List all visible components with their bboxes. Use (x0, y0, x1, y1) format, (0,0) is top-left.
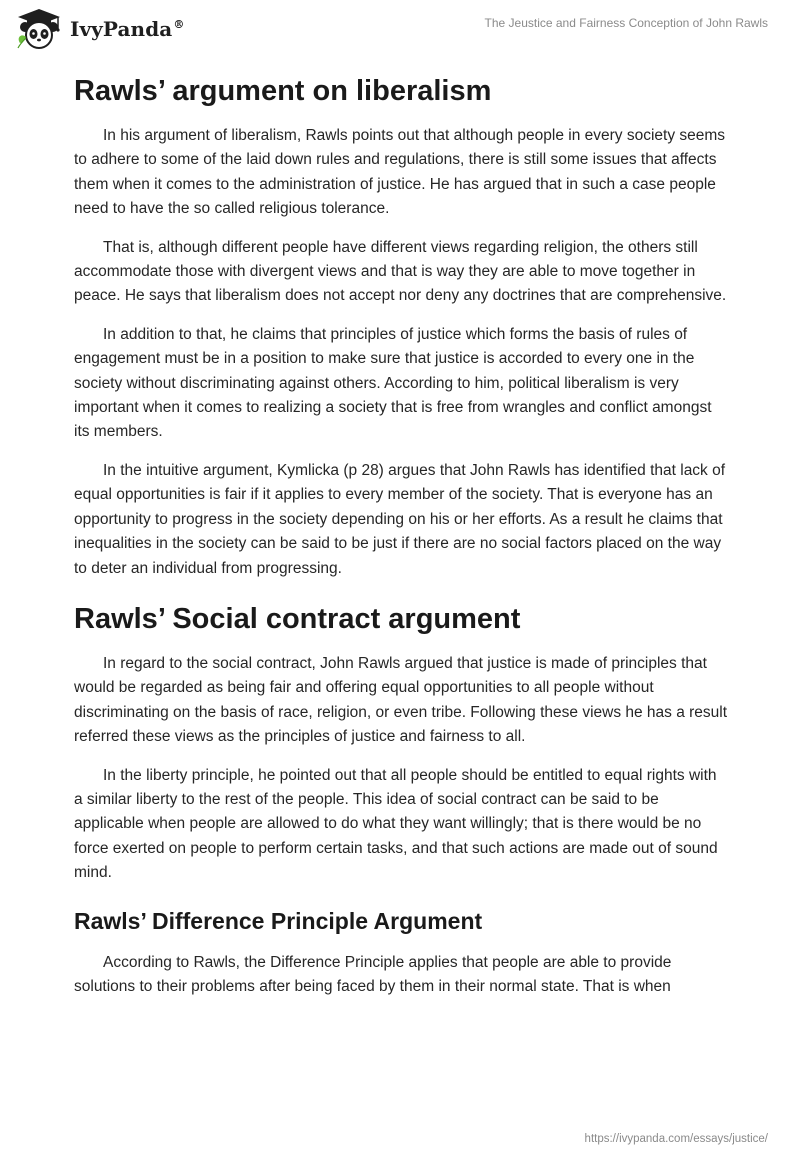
paragraph: According to Rawls, the Difference Principle applies that people are able to provide solutions to their problems after being faced by them in their normal state. That is when (74, 953, 672, 995)
section-heading-difference-principle: Rawls’ Difference Principle Argument (74, 907, 483, 934)
paragraph: In his argument of liberalism, Rawls points out that although people in every society seems to adhere to some of the laid down rules and regulations, there is still some issues that affects them when it comes to the administration of justice. He has argued that in such a case people need to have the so called religious tolerance. (74, 127, 726, 218)
page-header (0, 0, 800, 64)
paragraph: In addition to that, he claims that principles of justice which forms the basis of rules of engagement must be in a position to make sure that justice is accorded to every one in the society without discriminating against others. According to him, political liberalism is very important when it comes to realizing a society that is free from wrangles and conflict amongst its members. (74, 325, 712, 441)
section-heading-social-contract: Rawls’ Social contract argument (74, 602, 521, 635)
paragraph: In the intuitive argument, Kymlicka (p 28) argues that John Rawls has identified that lack of equal opportunities is fair if it applies to every member of the society. That is everyone has an opportunity to progress in the society depending on his or her efforts. As a result he claims that inequalities in the society can be said to be just if there are no social factors placed on the way to deter an individual from progressing. (74, 461, 726, 577)
paragraph: In regard to the social contract, John Rawls argued that justice is made of principles that would be regarded as being fair and offering equal opportunities to all people without discriminating on the basis of race, religion, or even tribe. Following these views he has a result referred these views as the principles of justice and fairness to all. (74, 654, 728, 746)
article-body (74, 66, 728, 999)
ivypanda-logo[interactable] (14, 7, 184, 51)
paragraph: In the liberty principle, he pointed out that all people should be entitled to equal rights with a similar liberty to the rest of the people. This idea of social contract can be said to be applicable when people are allowed to do what they want willingly; that is there would be no force exerted on people to perform certain tasks, and that such actions are made out of sound mind. (74, 766, 718, 882)
document-title: The Jeustice and Fairness Conception of John Rawls (484, 16, 768, 30)
paragraph: That is, although different people have different views regarding religion, the others still accommodate those with divergent views and that is way they are able to move together in peace. He says that liberalism does not accept nor deny any doctrines that are comprehensive. (74, 238, 727, 305)
brand-name: IvyPanda® (70, 17, 185, 41)
footer-url-link[interactable]: https://ivypanda.com/essays/justice/ (584, 1133, 768, 1145)
section-heading-liberalism: Rawls’ argument on liberalism (74, 75, 492, 107)
panda-graduate-icon (14, 7, 64, 51)
